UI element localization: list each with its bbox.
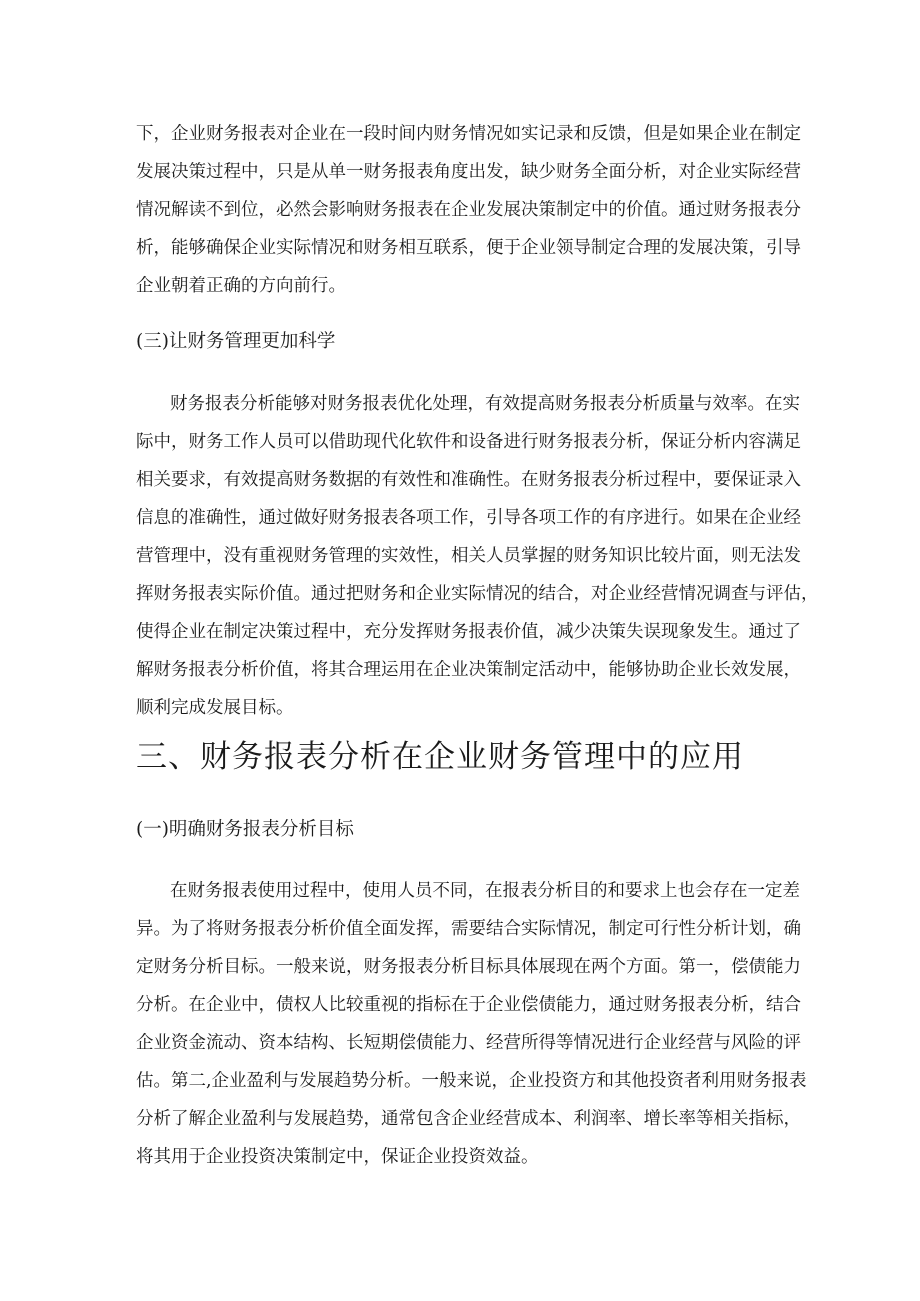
paragraph-line: 企业朝着正确的方向前行。 bbox=[136, 276, 346, 296]
paragraph-line: 异。为了将财务报表分析价值全面发挥，需要结合实际情况，制定可行性分析计划，确 bbox=[136, 919, 801, 939]
paragraph-line: 将其用于企业投资决策制定中，保证企业投资效益。 bbox=[136, 1147, 539, 1167]
paragraph-line: 发展决策过程中，只是从单一财务报表角度出发，缺少财务全面分析，对企业实际经营 bbox=[136, 162, 801, 182]
paragraph-line: 挥财务报表实际价值。通过把财务和企业实际情况的结合，对企业经营情况调查与评估， bbox=[136, 584, 819, 604]
paragraph-line: 分析了解企业盈利与发展趋势，通常包含企业经营成本、利润率、增长率等相关指标， bbox=[136, 1109, 801, 1129]
paragraph-line: 解财务报表分析价值，将其合理运用在企业决策制定活动中，能够协助企业长效发展， bbox=[136, 660, 801, 680]
subsection-heading: (一)明确财务报表分析目标 bbox=[136, 819, 354, 840]
paragraph-line: 相关要求，有效提高财务数据的有效性和准确性。在财务报表分析过程中，要保证录入 bbox=[136, 470, 801, 490]
paragraph-line: 下，企业财务报表对企业在一段时间内财务情况如实记录和反馈，但是如果企业在制定 bbox=[136, 124, 801, 144]
paragraph-line: 在财务报表使用过程中，使用人员不同，在报表分析目的和要求上也会存在一定差 bbox=[170, 881, 800, 901]
paragraph-line: 际中，财务工作人员可以借助现代化软件和设备进行财务报表分析，保证分析内容满足 bbox=[136, 432, 801, 452]
paragraph-line: 财务报表分析能够对财务报表优化处理，有效提高财务报表分析质量与效率。在实 bbox=[170, 394, 800, 414]
paragraph-line: 分析。在企业中，债权人比较重视的指标在于企业偿债能力，通过财务报表分析，结合 bbox=[136, 995, 801, 1015]
section-heading: 三、财务报表分析在企业财务管理中的应用 bbox=[136, 739, 744, 775]
paragraph-line: 顺利完成发展目标。 bbox=[136, 698, 294, 718]
paragraph-line: 使得企业在制定决策过程中，充分发挥财务报表价值，减少决策失误现象发生。通过了 bbox=[136, 622, 801, 642]
subsection-heading: (三)让财务管理更加科学 bbox=[136, 331, 336, 352]
paragraph-line: 析，能够确保企业实际情况和财务相互联系，便于企业领导制定合理的发展决策，引导 bbox=[136, 238, 801, 258]
paragraph-line: 企业资金流动、资本结构、长短期偿债能力、经营所得等情况进行企业经营与风险的评 bbox=[136, 1033, 801, 1053]
paragraph-line: 情况解读不到位，必然会影响财务报表在企业发展决策制定中的价值。通过财务报表分 bbox=[136, 200, 801, 220]
paragraph-line: 定财务分析目标。一般来说，财务报表分析目标具体展现在两个方面。第一，偿债能力 bbox=[136, 957, 801, 977]
paragraph-line: 信息的准确性，通过做好财务报表各项工作，引导各项工作的有序进行。如果在企业经 bbox=[136, 508, 801, 528]
paragraph-line: 营管理中，没有重视财务管理的实效性，相关人员掌握的财务知识比较片面，则无法发 bbox=[136, 546, 801, 566]
paragraph-line: 估。第二,企业盈利与发展趋势分析。一般来说，企业投资方和其他投资者利用财务报表 bbox=[136, 1071, 807, 1091]
